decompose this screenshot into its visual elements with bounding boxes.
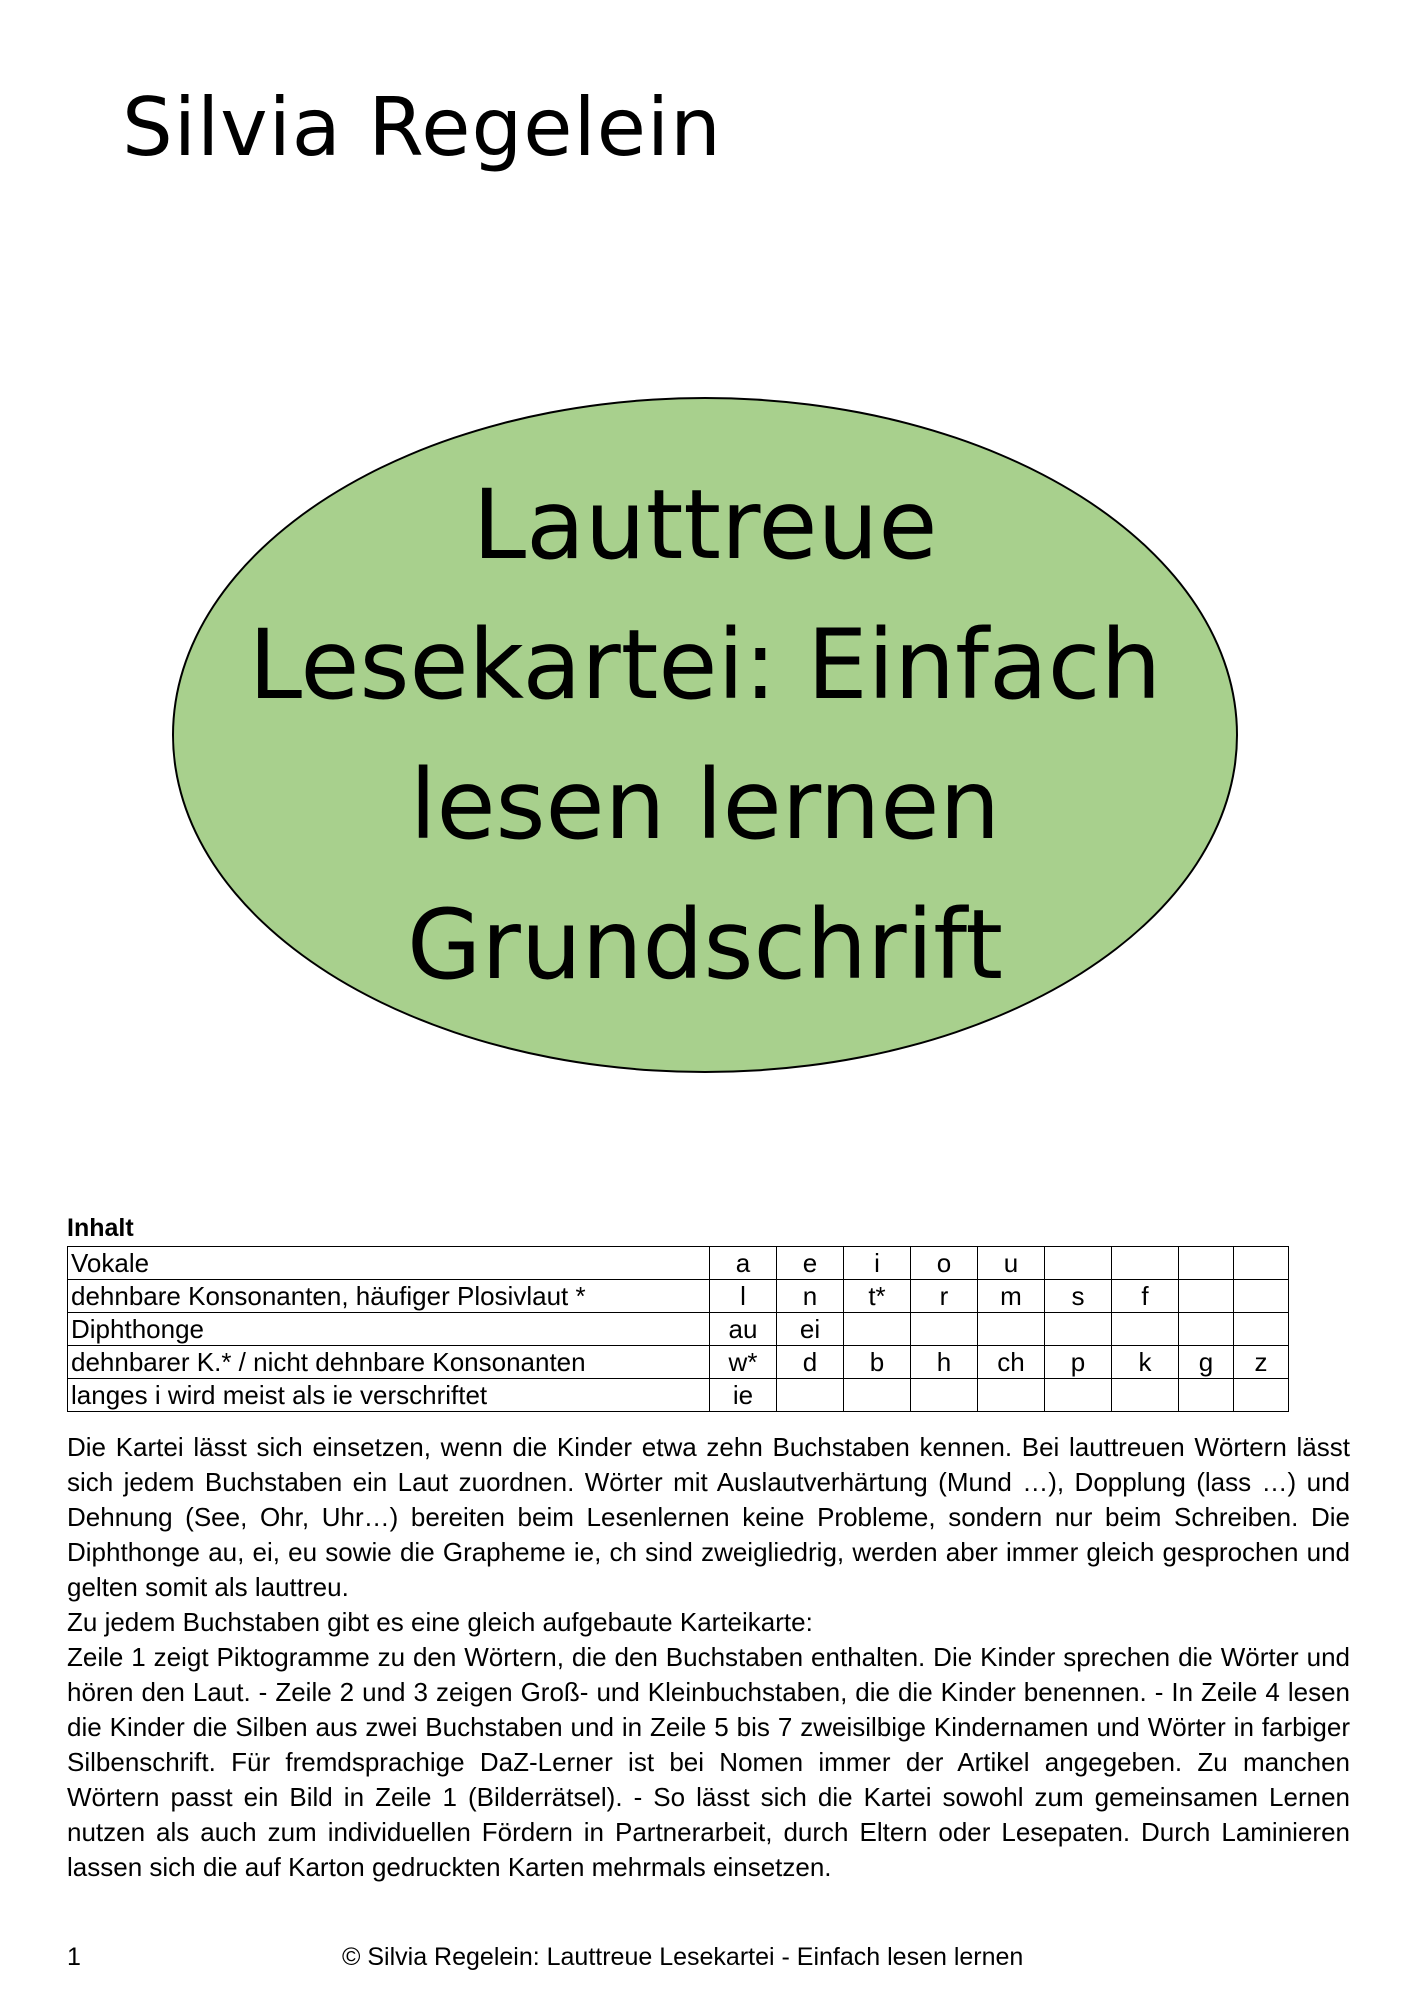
description-text — [67, 1430, 1350, 1885]
letter-cell — [1112, 1313, 1179, 1346]
row-label: dehnbarer K.* / nicht dehnbare Konsonanten — [68, 1346, 710, 1379]
letter-cell — [1045, 1247, 1112, 1280]
letter-cell — [777, 1379, 844, 1412]
letter-cell: u — [978, 1247, 1045, 1280]
title-line: Lesekartei: Einfach — [248, 609, 1162, 721]
letter-cell: s — [1045, 1280, 1112, 1313]
letter-cell: l — [710, 1280, 777, 1313]
letter-cell: k — [1112, 1346, 1179, 1379]
letter-cell: e — [777, 1247, 844, 1280]
letter-cell: au — [710, 1313, 777, 1346]
letter-cell: ie — [710, 1379, 777, 1412]
title-ellipse — [172, 397, 1238, 1073]
letter-cell: g — [1179, 1346, 1234, 1379]
letter-cell — [978, 1379, 1045, 1412]
letter-cell — [1112, 1247, 1179, 1280]
letter-cell: w* — [710, 1346, 777, 1379]
letter-cell — [1179, 1280, 1234, 1313]
title-line: Grundschrift — [406, 889, 1003, 1001]
letter-cell: t* — [844, 1280, 911, 1313]
letter-cell: d — [777, 1346, 844, 1379]
row-label: Diphthonge — [68, 1313, 710, 1346]
letter-cell: p — [1045, 1346, 1112, 1379]
letter-cell — [844, 1313, 911, 1346]
letter-cell: f — [1112, 1280, 1179, 1313]
table-row — [68, 1280, 1289, 1313]
letter-cell — [911, 1313, 978, 1346]
table-row — [68, 1247, 1289, 1280]
table-row — [68, 1313, 1289, 1346]
table-row — [68, 1346, 1289, 1379]
author-name: Silvia Regelein — [122, 81, 722, 174]
letter-cell: ch — [978, 1346, 1045, 1379]
letter-cell — [1112, 1379, 1179, 1412]
letter-cell: n — [777, 1280, 844, 1313]
inhalt-heading: Inhalt — [67, 1214, 134, 1242]
letter-cell — [978, 1313, 1045, 1346]
paragraph: Zeile 1 zeigt Piktogramme zu den Wörtern, die den Buchstaben enthalten. Die Kinder sprechen die Wörter und hören den Laut. - Zeile 2 und 3 zeigen Groß- und Kleinbuchstaben, die die Kinder benennen. - In Zeile 4 lesen die Kinder die Silben aus zwei Buchstaben und in Zeile 5 bis 7 zweisilbige Kindernamen und Wörter in farbiger Silbenschrift. Für fremdsprachige DaZ-Lerner ist bei Nomen immer der Artikel angegeben. Zu manchen Wörtern passt ein Bild in Zeile 1 (Bilderrätsel). - So lässt sich die Kartei sowohl zum gemeinsamen Lernen nutzen als auch zum individuellen Fördern in Partnerarbeit, durch Eltern oder Lesepaten. Durch Laminieren lassen sich die auf Karton gedruckten Karten mehrmals einsetzen. — [67, 1642, 1350, 1882]
row-label: Vokale — [68, 1247, 710, 1280]
footer-copyright: © Silvia Regelein: Lauttreue Lesekartei - Einfach lesen lernen — [342, 1943, 1024, 1971]
letter-cell — [911, 1379, 978, 1412]
letter-cell — [1045, 1313, 1112, 1346]
title-line: lesen lernen — [409, 749, 1001, 861]
page-number: 1 — [67, 1943, 81, 1971]
paragraph: Zu jedem Buchstaben gibt es eine gleich aufgebaute Karteikarte: — [67, 1607, 813, 1637]
letter-cell: m — [978, 1280, 1045, 1313]
paragraph: Die Kartei lässt sich einsetzen, wenn die Kinder etwa zehn Buchstaben kennen. Bei lauttreuen Wörtern lässt sich jedem Buchstaben ein Laut zuordnen. Wörter mit Auslautverhärtung (Mund …), Dopplung (lass …) und Dehnung (See, Ohr, Uhr…) bereiten beim Lesenlernen keine Probleme, sondern nur beim Schreiben. Die Diphthonge au, ei, eu sowie die Grapheme ie, ch sind zweigliedrig, werden aber immer gleich gesprochen und gelten somit als lauttreu. — [67, 1432, 1350, 1602]
inhalt-table — [67, 1246, 1289, 1412]
row-label: langes i wird meist als ie verschriftet — [68, 1379, 710, 1412]
letter-cell — [1179, 1247, 1234, 1280]
letter-cell — [1179, 1313, 1234, 1346]
letter-cell: ei — [777, 1313, 844, 1346]
letter-cell: b — [844, 1346, 911, 1379]
table-row — [68, 1379, 1289, 1412]
letter-cell: i — [844, 1247, 911, 1280]
letter-cell — [1234, 1379, 1289, 1412]
row-label: dehnbare Konsonanten, häufiger Plosivlaut * — [68, 1280, 710, 1313]
letter-cell — [1179, 1379, 1234, 1412]
letter-cell — [844, 1379, 911, 1412]
letter-cell: o — [911, 1247, 978, 1280]
letter-cell: h — [911, 1346, 978, 1379]
title-line: Lauttreue — [472, 469, 938, 581]
letter-cell: z — [1234, 1346, 1289, 1379]
letter-cell: r — [911, 1280, 978, 1313]
letter-cell — [1234, 1247, 1289, 1280]
letter-cell: a — [710, 1247, 777, 1280]
letter-cell — [1045, 1379, 1112, 1412]
letter-cell — [1234, 1313, 1289, 1346]
letter-cell — [1234, 1280, 1289, 1313]
